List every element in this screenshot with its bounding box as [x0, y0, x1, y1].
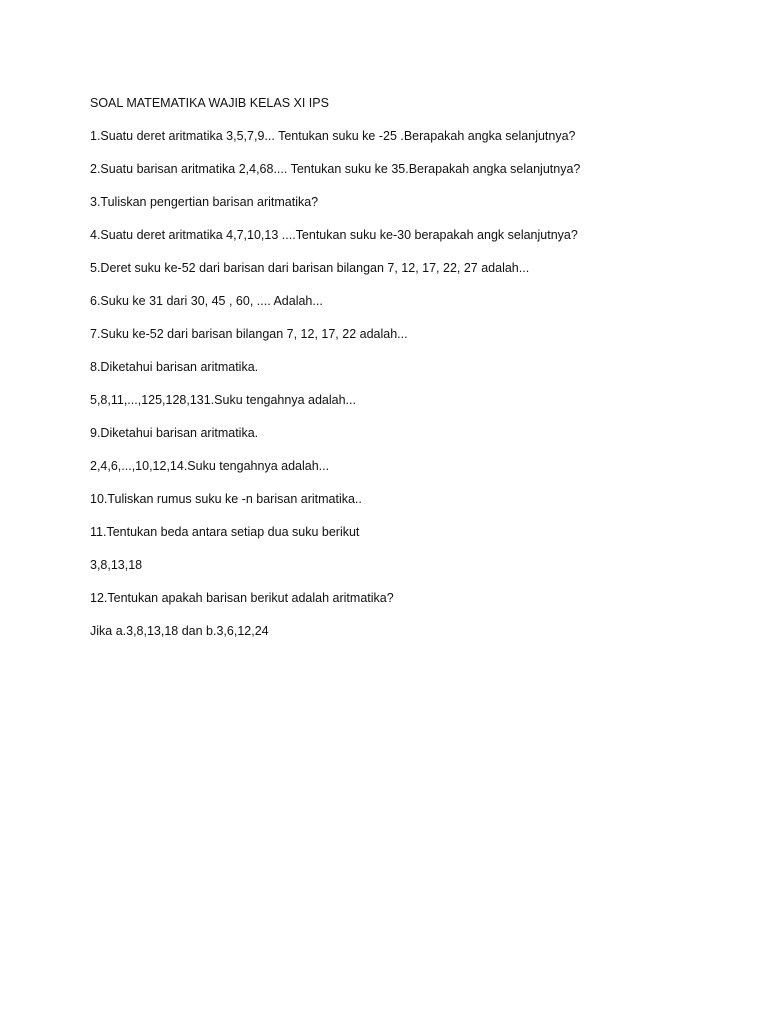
question-11-sequence: 3,8,13,18 [90, 558, 143, 572]
question-9: 9.Diketahui barisan aritmatika. [90, 426, 259, 440]
question-4: 4.Suatu deret aritmatika 4,7,10,13 ....Tentukan suku ke-30 berapakah angk selanjutnya? [90, 228, 578, 242]
question-11: 11.Tentukan beda antara setiap dua suku berikut [90, 525, 360, 539]
document-body [90, 95, 730, 656]
question-5: 5.Deret suku ke-52 dari barisan dari barisan bilangan 7, 12, 17, 22, 27 adalah... [90, 261, 530, 275]
question-8: 8.Diketahui barisan aritmatika. [90, 360, 259, 374]
question-8-sequence: 5,8,11,...,125,128,131.Suku tengahnya adalah... [90, 393, 356, 407]
question-1: 1.Suatu deret aritmatika 3,5,7,9... Tentukan suku ke -25 .Berapakah angka selanjutnya? [90, 129, 576, 143]
question-9-sequence: 2,4,6,...,10,12,14.Suku tengahnya adalah... [90, 459, 330, 473]
question-2: 2.Suatu barisan aritmatika 2,4,68.... Tentukan suku ke 35.Berapakah angka selanjutnya? [90, 162, 581, 176]
question-3: 3.Tuliskan pengertian barisan aritmatika? [90, 195, 319, 209]
question-12: 12.Tentukan apakah barisan berikut adalah aritmatika? [90, 591, 394, 605]
document-title: SOAL MATEMATIKA WAJIB KELAS XI IPS [90, 96, 329, 110]
question-10: 10.Tuliskan rumus suku ke -n barisan aritmatika.. [90, 492, 362, 506]
question-12-options: Jika a.3,8,13,18 dan b.3,6,12,24 [90, 624, 269, 638]
question-7: 7.Suku ke-52 dari barisan bilangan 7, 12, 17, 22 adalah... [90, 327, 408, 341]
question-6: 6.Suku ke 31 dari 30, 45 , 60, .... Adalah... [90, 294, 323, 308]
